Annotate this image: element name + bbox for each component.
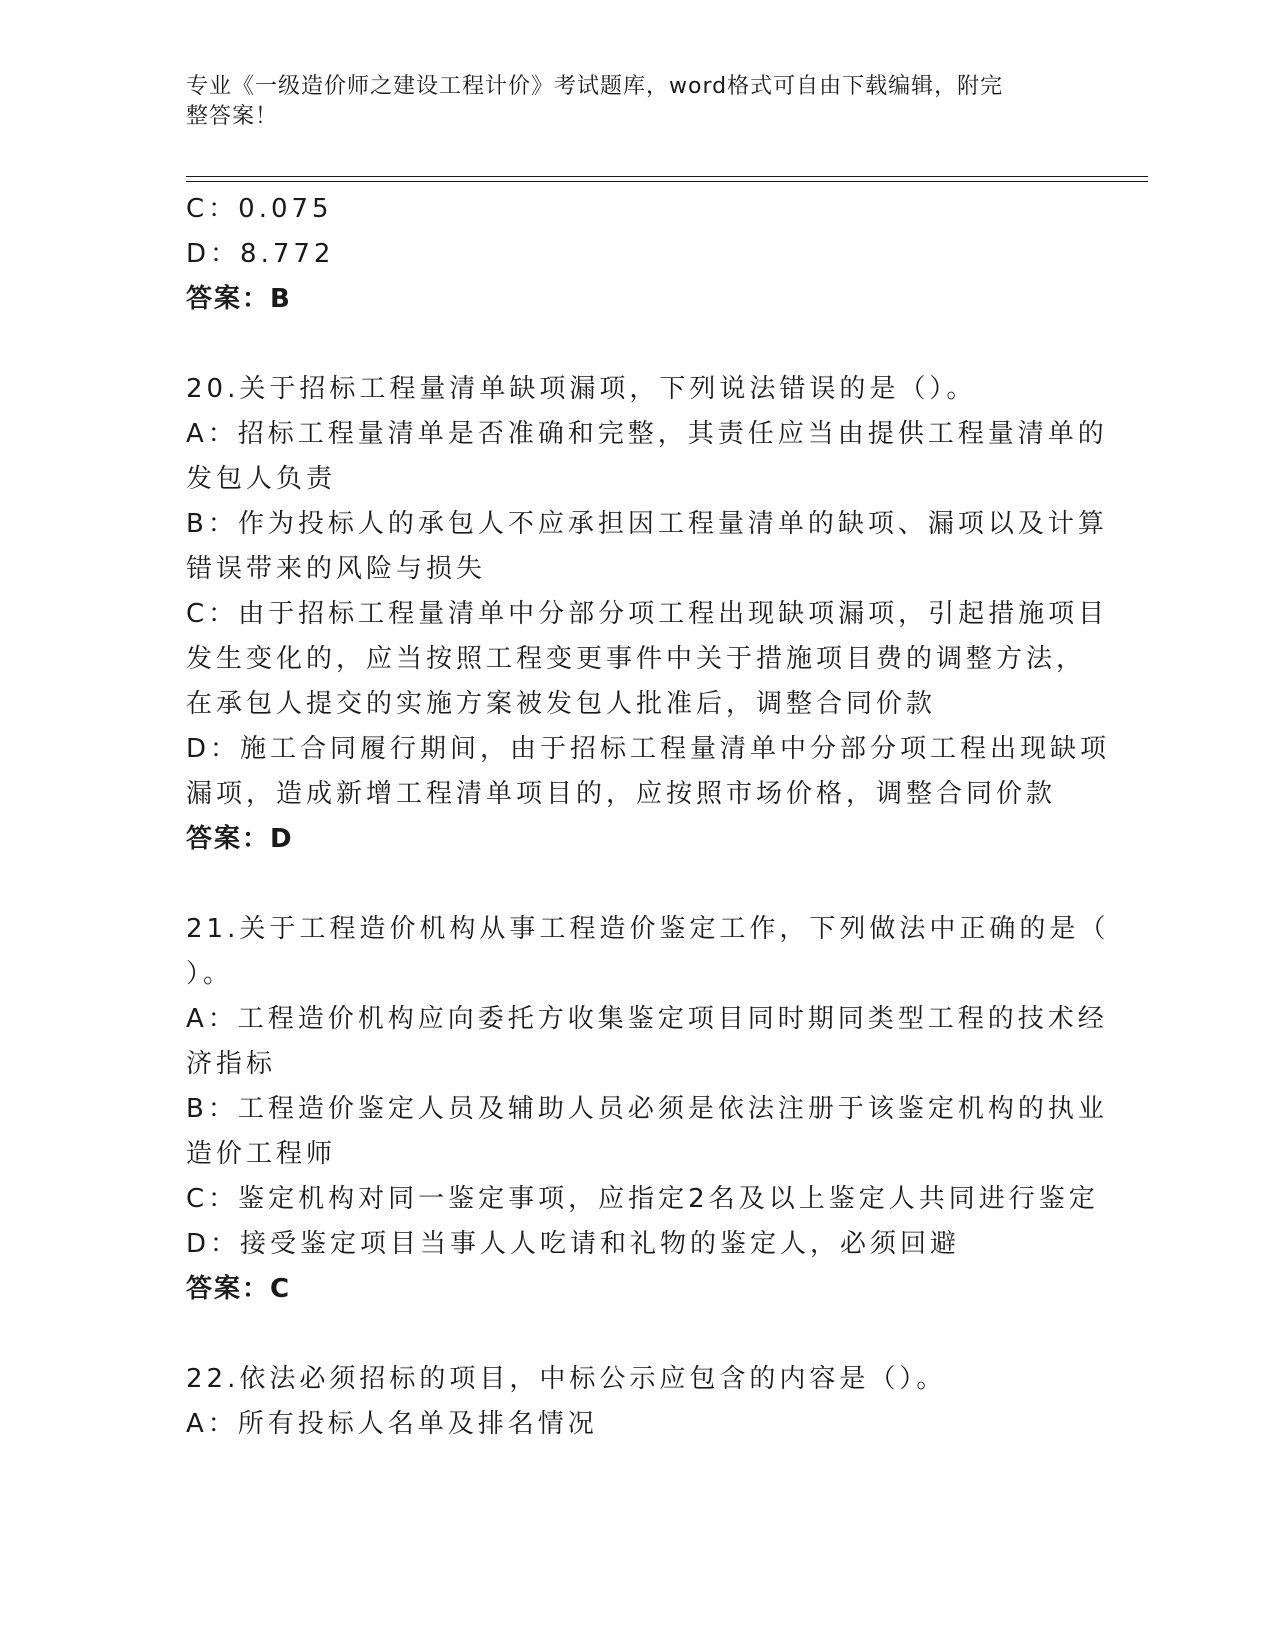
- option-a-continued: 济指标: [186, 1049, 277, 1079]
- question-20: [186, 367, 1111, 862]
- option-b-continued: 错误带来的风险与损失: [186, 554, 487, 584]
- option-b: B：工程造价鉴定人员及辅助人员必须是依法注册于该鉴定机构的执业: [186, 1094, 1108, 1124]
- answer-label: 答案：B: [186, 284, 292, 314]
- question-stem: 20.关于招标工程量清单缺项漏项，下列说法错误的是（）。: [186, 374, 977, 404]
- spacer: [186, 1312, 1066, 1357]
- answer-label: 答案：C: [186, 1274, 292, 1304]
- option-a: A：工程造价机构应向委托方收集鉴定项目同时期同类型工程的技术经: [186, 1004, 1108, 1034]
- option-c: C：0.075: [186, 194, 333, 224]
- header-divider-top: [186, 176, 1148, 177]
- option-d: D：施工合同履行期间，由于招标工程量清单中分部分项工程出现缺项: [186, 734, 1111, 764]
- question-stem: 21.关于工程造价机构从事工程造价鉴定工作，下列做法中正确的是（: [186, 914, 1110, 944]
- spacer: [186, 862, 1066, 907]
- header-divider-bottom: [186, 181, 1148, 182]
- option-c-continued: 在承包人提交的实施方案被发包人批准后，调整合同价款: [186, 689, 937, 719]
- spacer: [186, 322, 1066, 367]
- option-c-continued: 发生变化的，应当按照工程变更事件中关于措施项目费的调整方法，: [186, 644, 1087, 674]
- option-a: A：招标工程量清单是否准确和完整，其责任应当由提供工程量清单的: [186, 419, 1108, 449]
- header-line-2: 整答案！: [186, 104, 279, 129]
- option-c: C：由于招标工程量清单中分部分项工程出现缺项漏项，引起措施项目: [186, 599, 1109, 629]
- question-22: [186, 1357, 1066, 1447]
- document-body: [186, 187, 1111, 1447]
- option-a: A：所有投标人名单及排名情况: [186, 1409, 598, 1439]
- option-d: D：8.772: [186, 239, 335, 269]
- question-stem: 22.依法必须招标的项目，中标公示应包含的内容是（）。: [186, 1364, 947, 1394]
- option-c: C：鉴定机构对同一鉴定事项，应指定2名及以上鉴定人共同进行鉴定: [186, 1184, 1099, 1214]
- option-d-continued: 漏项，造成新增工程清单项目的，应按照市场价格，调整合同价款: [186, 779, 1057, 809]
- answer-label: 答案：D: [186, 824, 294, 854]
- option-b: B：作为投标人的承包人不应承担因工程量清单的缺项、漏项以及计算: [186, 509, 1108, 539]
- question-stem-continued: ）。: [186, 959, 234, 989]
- option-b-continued: 造价工程师: [186, 1139, 337, 1169]
- option-a-continued: 发包人负责: [186, 464, 337, 494]
- question-21: [186, 907, 1110, 1312]
- question-19: [186, 187, 1066, 322]
- header-line-1: 专业《一级造价师之建设工程计价》考试题库，word格式可自由下载编辑，附完: [186, 74, 1004, 99]
- option-d: D：接受鉴定项目当事人人吃请和礼物的鉴定人，必须回避: [186, 1229, 961, 1259]
- document-header: [186, 72, 1066, 132]
